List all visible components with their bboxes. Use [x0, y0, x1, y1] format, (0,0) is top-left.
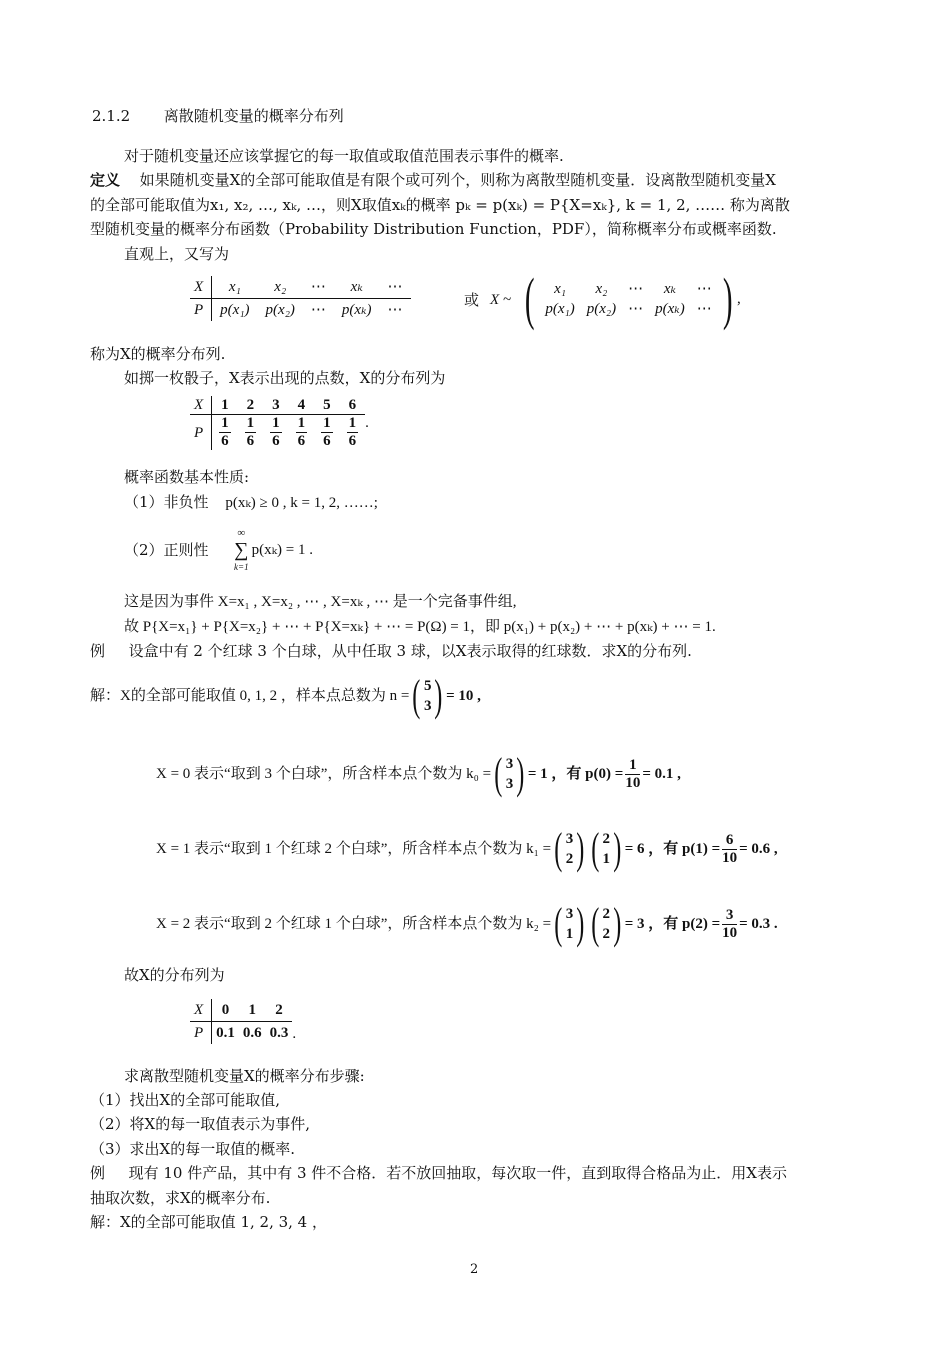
table-cell: p(x₂) [265, 302, 295, 318]
because-line-2: 故 P{X=x₁} + P{X=x₂} + ⋯ + P{X=xₖ} + ⋯ = P(Ω) = 1，即 p(x₁) + p(x₂) + ⋯ + p(xₖ) + ⋯ = 1. [124, 619, 716, 635]
case-1 [156, 824, 778, 873]
case-1-result: = 6 ，有 p(1) = [624, 841, 721, 857]
definition-text-1: 如果随机变量X的全部可能取值是有限个或可列个，则称为离散型随机变量．设离散型随机变量X [139, 171, 776, 189]
denominator: 6 [272, 433, 280, 449]
matrix-cell: p(xₖ) [655, 301, 685, 317]
matrix-form [520, 266, 741, 331]
definition-label: 定义 [90, 171, 121, 189]
left-paren: ( [524, 266, 535, 331]
numerator: 3 [722, 907, 737, 925]
case-2 [156, 899, 778, 948]
binomial: ( 2 2 ) [591, 899, 622, 948]
table-cell: ⋯ [310, 302, 326, 318]
case-1-prob: = 0.6 , [739, 841, 778, 857]
table-cell: p(x₁) [220, 302, 250, 318]
fraction [722, 832, 737, 867]
property-1-formula: p(xₖ) ≥ 0 , k = 1, 2, ……; [225, 495, 378, 511]
or-text: 或 [464, 291, 480, 309]
step-2: （2）将X的每一取值表示为事件, [90, 1115, 310, 1133]
case-2-result: = 3 ，有 p(2) = [624, 916, 721, 932]
binom-bottom: 2 [602, 926, 611, 942]
x-tilde: X ~ [490, 292, 512, 308]
denominator: 6 [348, 433, 357, 449]
period: . [292, 1026, 297, 1042]
denominator: 6 [221, 433, 229, 449]
denominator: 10 [722, 924, 738, 941]
denominator: 6 [246, 433, 255, 449]
matrix-cell: p(x₁) [545, 301, 575, 317]
matrix-cell: ⋯ [696, 301, 712, 317]
matrix-cell: x₁ [554, 281, 566, 297]
step-1: （1）找出X的全部可能取值, [90, 1091, 280, 1109]
numerator: 1 [348, 415, 357, 431]
case-2-text: X = 2 表示“取到 2 个红球 1 个白球”，所含样本点个数为 k₂ = [156, 916, 552, 932]
table-head-x: X [190, 276, 212, 299]
comma: , [737, 291, 741, 307]
binomial: ( 3 3 ) [494, 749, 525, 798]
result-prob: 0.1 [216, 1025, 235, 1041]
binom-top: 2 [602, 831, 611, 847]
table-cell: x₁ [212, 276, 258, 299]
table-cell: ⋯ [303, 276, 334, 299]
binomial: ( 3 2 ) [554, 824, 585, 873]
matrix-cell: ⋯ [628, 281, 644, 297]
result-value: 1 [239, 999, 266, 1022]
example-label: 例 [90, 642, 106, 660]
die-prob [263, 415, 289, 451]
example-1 [90, 641, 692, 661]
binom-top: 3 [565, 831, 574, 847]
die-prob [238, 415, 264, 451]
sum-upper: ∞ [237, 527, 246, 539]
binom-top: 3 [505, 756, 514, 772]
table-cell: ⋯ [380, 276, 411, 299]
example-1-text: 设盒中有 2 个红球 3 个白球，从中任取 3 球，以X表示取得的红球数．求X的分布列. [128, 642, 692, 660]
period: . [365, 415, 369, 431]
binom-top: 2 [602, 906, 611, 922]
denominator: 10 [722, 849, 738, 866]
table-cell: x₂ [258, 276, 303, 299]
binomial: ( 2 1 ) [591, 824, 622, 873]
solution-1 [90, 671, 481, 720]
because-line-1: 这是因为事件 X=x₁ , X=x₂ , ⋯ , X=xₖ , ⋯ 是一个完备事件组, [124, 594, 517, 610]
binom-bottom: 3 [423, 698, 432, 714]
result-head-p: P [190, 1022, 212, 1045]
result-prob: 0.6 [242, 1025, 262, 1041]
die-value: 5 [314, 396, 340, 415]
sigma-icon: ∑ [234, 539, 249, 561]
example-2 [90, 1163, 787, 1183]
definition-line-3: 型随机变量的概率分布函数（Probability Distribution Function，PDF），简称概率分布或概率函数. [90, 220, 777, 238]
binomial: ( 5 3 ) [412, 671, 443, 720]
called-text: 称为X的概率分布列. [90, 345, 226, 363]
section-title: 离散随机变量的概率分布列 [163, 107, 344, 125]
property-2-label: （2）正则性 [124, 541, 209, 559]
numerator: 1 [272, 415, 280, 431]
matrix-cell: p(x₂) [586, 301, 617, 317]
step-3: （3）求出X的每一取值的概率. [90, 1140, 295, 1158]
example-label: 例 [90, 1164, 106, 1182]
die-intro: 如掷一枚骰子，X表示出现的点数，X的分布列为 [124, 369, 446, 387]
numerator: 6 [722, 832, 737, 850]
result-head-x: X [190, 999, 212, 1022]
table-cell: p(xₖ) [341, 302, 372, 318]
solution-2: 解：X的全部可能取值 1, 2, 3, 4 ， [90, 1213, 327, 1231]
case-1-text: X = 1 表示“取到 1 个红球 2 个白球”，所含样本点个数为 k₁ = [156, 841, 552, 857]
fraction [625, 757, 640, 792]
fraction [722, 907, 737, 942]
die-prob [212, 415, 238, 451]
binom-top: 5 [423, 678, 432, 694]
numerator: 1 [246, 415, 255, 431]
definition-line-1 [90, 170, 776, 190]
die-head-p: P [190, 415, 212, 451]
die-value: 4 [289, 396, 315, 415]
binom-top: 3 [565, 906, 574, 922]
summation [234, 526, 249, 574]
solution-1-text: 解：X的全部可能取值 0, 1, 2 ，样本点总数为 n = [90, 688, 410, 704]
die-prob [314, 415, 340, 451]
case-0-result: = 1 ，有 p(0) = [527, 766, 624, 782]
case-0 [156, 749, 681, 798]
numerator: 1 [297, 415, 306, 431]
right-paren: ) [722, 266, 733, 331]
table-cell: ⋯ [387, 302, 403, 318]
denominator: 10 [625, 774, 641, 791]
table-cell: xₖ [334, 276, 380, 299]
numerator: 1 [221, 415, 229, 431]
example-2-text-2: 抽取次数，求X的概率分布. [90, 1189, 271, 1207]
case-0-prob: = 0.1 , [642, 766, 681, 782]
intuitive-text: 直观上，又写为 [124, 245, 230, 263]
binom-bottom: 3 [505, 776, 514, 792]
result-distribution-table [190, 999, 296, 1044]
die-prob [289, 415, 315, 451]
matrix-cell: ⋯ [628, 301, 644, 317]
section-number: 2.1.2 [92, 107, 131, 125]
matrix-cell: xₖ [663, 281, 676, 297]
binom-bottom: 1 [602, 851, 611, 867]
case-0-text: X = 0 表示“取到 3 个白球”，所含样本点个数为 k₀ = [156, 766, 492, 782]
sum-expression: p(xₖ) = 1 . [251, 542, 313, 558]
die-value: 6 [340, 396, 366, 415]
binomial: ( 3 1 ) [554, 899, 585, 948]
sum-lower: k=1 [234, 562, 249, 572]
numerator: 1 [323, 415, 331, 431]
denominator: 6 [323, 433, 331, 449]
definition-line-2: 的全部可能取值为x₁, x₂, …, xₖ, …，则X取值xₖ的概率 pₖ = p(xₖ) = P{X=xₖ}, k = 1, 2, …… 称为离散 [90, 196, 790, 214]
table-head-p: P [190, 299, 212, 322]
property-1-label: （1）非负性 [124, 493, 209, 511]
section-heading [92, 106, 344, 126]
die-value: 1 [212, 396, 238, 415]
result-prob: 0.3 [269, 1025, 289, 1041]
die-head-x: X [190, 396, 212, 415]
intro-paragraph: 对于随机变量还应该掌握它的每一取值或取值范围表示事件的概率. [124, 147, 564, 165]
page-number: 2 [470, 1262, 479, 1277]
die-distribution-table [190, 396, 369, 450]
so-distribution-text: 故X的分布列为 [124, 966, 225, 984]
matrix-cell: x₂ [595, 281, 608, 297]
binom-bottom: 1 [565, 926, 574, 942]
die-prob [340, 415, 366, 451]
properties-title: 概率函数基本性质: [124, 468, 250, 486]
property-2-formula [234, 526, 313, 574]
case-2-prob: = 0.3 . [739, 916, 778, 932]
solution-1-result: = 10 , [446, 688, 481, 704]
general-distribution-table [190, 276, 411, 321]
steps-title: 求离散型随机变量X的概率分布步骤: [124, 1067, 365, 1085]
binom-bottom: 2 [565, 851, 574, 867]
example-2-text-1: 现有 10 件产品，其中有 3 件不合格．若不放回抽取，每次取一件，直到取得合格品为止．用X表示 [128, 1164, 787, 1182]
die-value: 2 [238, 396, 264, 415]
numerator: 1 [625, 757, 640, 775]
result-value: 0 [212, 999, 239, 1022]
denominator: 6 [297, 433, 306, 449]
matrix-cell: ⋯ [696, 281, 712, 297]
die-value: 3 [263, 396, 289, 415]
result-value: 2 [266, 999, 293, 1022]
property-1 [124, 492, 378, 513]
